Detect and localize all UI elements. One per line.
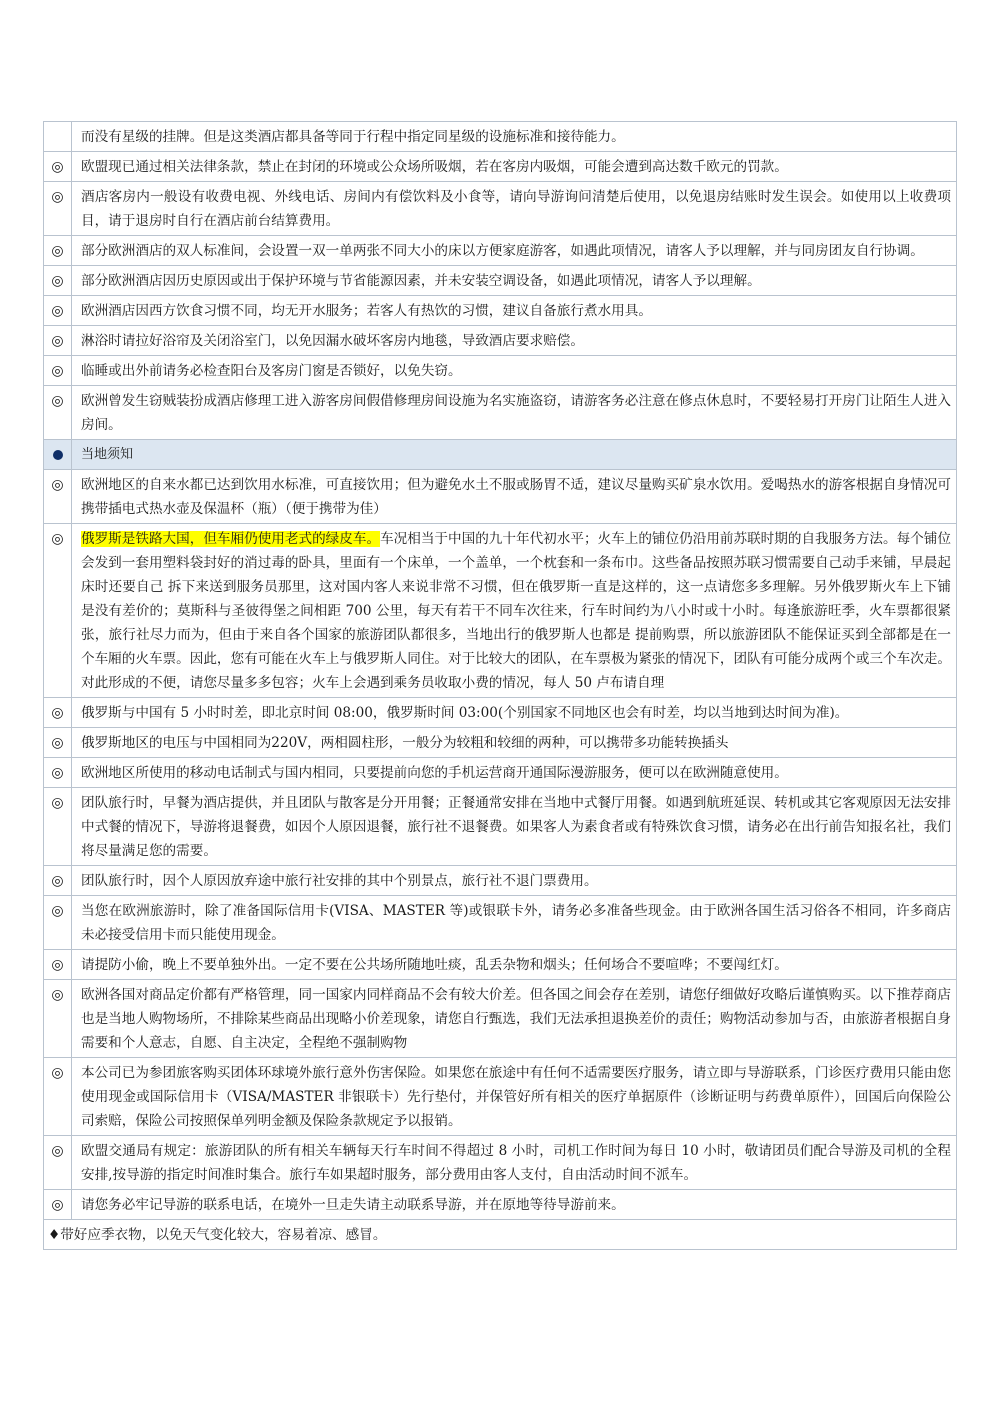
notice-text: 欧洲地区所使用的移动电话制式与国内相同，只要提前向您的手机运营商开通国际漫游服务，便可以在欧洲随意使用。 (72, 758, 957, 788)
notice-text: 俄罗斯与中国有 5 小时时差，即北京时间 08:00，俄罗斯时间 03:00(个别国家不同地区也会有时差，均以当地到达时间为准)。 (72, 698, 957, 728)
footer-note (44, 1220, 957, 1250)
travel-notice-table (43, 121, 957, 1250)
table-row (44, 1136, 957, 1190)
table-row (44, 728, 957, 758)
notice-text-rest: 车况相当于中国的九十年代初水平；火车上的铺位仍沿用前苏联时期的自我服务方法。每个铺位会发到一套用塑料袋封好的消过毒的卧具，里面有一个床单，一个盖单，一个枕套和一条布巾。这些备品按照苏联习惯需要自己动手来铺，早晨起床时还要自己 拆下来送到服务员那里，这对国内客人来说非常不习惯，但在俄罗斯一直是这样的，这一点请您多多理解。另外俄罗斯火车上下铺是没有差价的；莫斯科与圣彼得堡之间相距 700 公里，每天有若干不同车次往来，行车时间约为八小时或十小时。每逢旅游旺季，火车票都很紧张，旅行社尽力而为，但由于来自各个国家的旅游团队都很多，当地出行的俄罗斯人也都是 提前购票，所以旅游团队不能保证买到全部都是在一个车厢的火车票。因此，您有可能在火车上与俄罗斯人同住。对于比较大的团队，在车票极为紧张的情况下，团队有可能分成两个或三个车次走。对此形成的不便，请您尽量多多包容；火车上会遇到乘务员收取小费的情况，每人 50 卢布请自理 (81, 531, 951, 691)
bullet-cell-empty (44, 122, 72, 152)
table-row (44, 980, 957, 1058)
table-row (44, 758, 957, 788)
notice-text: 欧洲各国对商品定价都有严格管理，同一国家内同样商品不会有较大价差。但各国之间会存在差别，请您仔细做好攻略后谨慎购买。以下推荐商店也是当地人购物场所，不排除某些商品出现略小价差现象，请您自行甄选，我们无法承担退换差价的责任；购物活动参加与否，由旅游者根据自身需要和个人意志，自愿、自主决定，全程绝不强制购物 (72, 980, 957, 1058)
table-row (44, 866, 957, 896)
table-row (44, 470, 957, 524)
table-row (44, 356, 957, 386)
table-row (44, 698, 957, 728)
filled-circle-icon (53, 450, 63, 460)
notice-text: 而没有星级的挂牌。但是这类酒店都具备等同于行程中指定同星级的设施标准和接待能力。 (72, 122, 957, 152)
notice-text: 团队旅行时，早餐为酒店提供，并且团队与散客是分开用餐；正餐通常安排在当地中式餐厅用餐。如遇到航班延误、转机或其它客观原因无法安排中式餐的情况下，导游将退餐费，如因个人原因退餐，旅行社不退餐费。如果客人为素食者或有特殊饮食习惯，请务必在出行前告知报名社，我们将尽量满足您的需要。 (72, 788, 957, 866)
notice-text: 请提防小偷，晚上不要单独外出。一定不要在公共场所随地吐痰，乱丢杂物和烟头；任何场合不要喧哗；不要闯红灯。 (72, 950, 957, 980)
notice-text: 酒店客房内一般设有收费电视、外线电话、房间内有偿饮料及小食等，请向导游询问清楚后使用，以免退房结账时发生误会。如使用以上收费项目，请于退房时自行在酒店前台结算费用。 (72, 182, 957, 236)
section-title: 当地须知 (72, 440, 957, 470)
notice-text: 俄罗斯地区的电压与中国相同为220V，两相圆柱形，一般分为较粗和较细的两种，可以携带多功能转换插头 (72, 728, 957, 758)
bullet-icon: ◎ (44, 788, 72, 866)
bullet-icon: ◎ (44, 152, 72, 182)
bullet-icon: ◎ (44, 896, 72, 950)
bullet-icon: ◎ (44, 470, 72, 524)
table-row (44, 788, 957, 866)
notice-text: 请您务必牢记导游的联系电话，在境外一旦走失请主动联系导游，并在原地等待导游前来。 (72, 1190, 957, 1220)
bullet-icon: ◎ (44, 950, 72, 980)
section-header-row (44, 440, 957, 470)
table-row (44, 122, 957, 152)
bullet-icon: ◎ (44, 698, 72, 728)
notice-text: 欧洲酒店因西方饮食习惯不同，均无开水服务；若客人有热饮的习惯，建议自备旅行煮水用具。 (72, 296, 957, 326)
notice-sheet (43, 121, 957, 1250)
bullet-icon: ◎ (44, 758, 72, 788)
notice-text: 临睡或出外前请务必检查阳台及客房门窗是否锁好，以免失窃。 (72, 356, 957, 386)
table-row (44, 1058, 957, 1136)
table-row (44, 266, 957, 296)
table-row (44, 236, 957, 266)
bullet-icon: ◎ (44, 728, 72, 758)
table-row (44, 296, 957, 326)
notice-text: 淋浴时请拉好浴帘及关闭浴室门，以免因漏水破坏客房内地毯，导致酒店要求赔偿。 (72, 326, 957, 356)
bullet-icon: ◎ (44, 1190, 72, 1220)
bullet-icon: ◎ (44, 182, 72, 236)
bullet-icon: ◎ (44, 356, 72, 386)
bullet-icon: ◎ (44, 1136, 72, 1190)
notice-text: 欧洲地区的自来水都已达到饮用水标准，可直接饮用；但为避免水土不服或肠胃不适，建议尽量购买矿泉水饮用。爱喝热水的游客根据自身情况可携带插电式热水壶及保温杯（瓶）（便于携带为佳） (72, 470, 957, 524)
table-row (44, 896, 957, 950)
bullet-icon: ◎ (44, 296, 72, 326)
table-row (44, 152, 957, 182)
table-row (44, 524, 957, 698)
highlighted-text: 俄罗斯是铁路大国，但车厢仍使用老式的绿皮车。 (81, 531, 381, 547)
bullet-icon: ◎ (44, 524, 72, 698)
footer-text: 带好应季衣物，以免天气变化较大，容易着凉、感冒。 (60, 1227, 387, 1243)
notice-text: 欧盟现已通过相关法律条款，禁止在封闭的环境或公众场所吸烟，若在客房内吸烟，可能会遭到高达数千欧元的罚款。 (72, 152, 957, 182)
table-row (44, 950, 957, 980)
table-row (44, 1190, 957, 1220)
notice-text: 团队旅行时，因个人原因放弃途中旅行社安排的其中个别景点，旅行社不退门票费用。 (72, 866, 957, 896)
bullet-icon: ◎ (44, 386, 72, 440)
notice-text (72, 524, 957, 698)
notice-text: 欧洲曾发生窃贼装扮成酒店修理工进入游客房间假借修理房间设施为名实施盗窃，请游客务必注意在修点休息时，不要轻易打开房门让陌生人进入房间。 (72, 386, 957, 440)
bullet-icon: ◎ (44, 266, 72, 296)
diamond-icon: ♦ (48, 1227, 61, 1243)
notice-text: 本公司已为参团旅客购买团体环球境外旅行意外伤害保险。如果您在旅途中有任何不适需要医疗服务，请立即与导游联系，门诊医疗费用只能由您使用现金或国际信用卡（VISA/MASTER 非银联卡）先行垫付，并保管好所有相关的医疗单据原件（诊断证明与药费单原件），回国后向保险公司索赔，保险公司按照保单列明金额及保险条款规定予以报销。 (72, 1058, 957, 1136)
bullet-icon: ◎ (44, 1058, 72, 1136)
bullet-icon: ◎ (44, 236, 72, 266)
section-dot-icon (44, 440, 72, 470)
table-row (44, 326, 957, 356)
footer-row (44, 1220, 957, 1250)
table-row (44, 182, 957, 236)
notice-text: 部分欧洲酒店因历史原因或出于保护环境与节省能源因素，并未安装空调设备，如遇此项情况，请客人予以理解。 (72, 266, 957, 296)
notice-text: 当您在欧洲旅游时，除了准备国际信用卡(VISA、MASTER 等)或银联卡外，请务必多准备些现金。由于欧洲各国生活习俗各不相同，许多商店未必接受信用卡而只能使用现金。 (72, 896, 957, 950)
bullet-icon: ◎ (44, 326, 72, 356)
notice-text: 部分欧洲酒店的双人标准间，会设置一双一单两张不同大小的床以方便家庭游客，如遇此项情况，请客人予以理解，并与同房团友自行协调。 (72, 236, 957, 266)
bullet-icon: ◎ (44, 866, 72, 896)
table-row (44, 386, 957, 440)
bullet-icon: ◎ (44, 980, 72, 1058)
notice-text: 欧盟交通局有规定：旅游团队的所有相关车辆每天行车时间不得超过 8 小时，司机工作时间为每日 10 小时，敬请团员们配合导游及司机的全程安排,按导游的指定时间准时集合。旅行车如果超时服务，部分费用由客人支付，自由活动时间不派车。 (72, 1136, 957, 1190)
